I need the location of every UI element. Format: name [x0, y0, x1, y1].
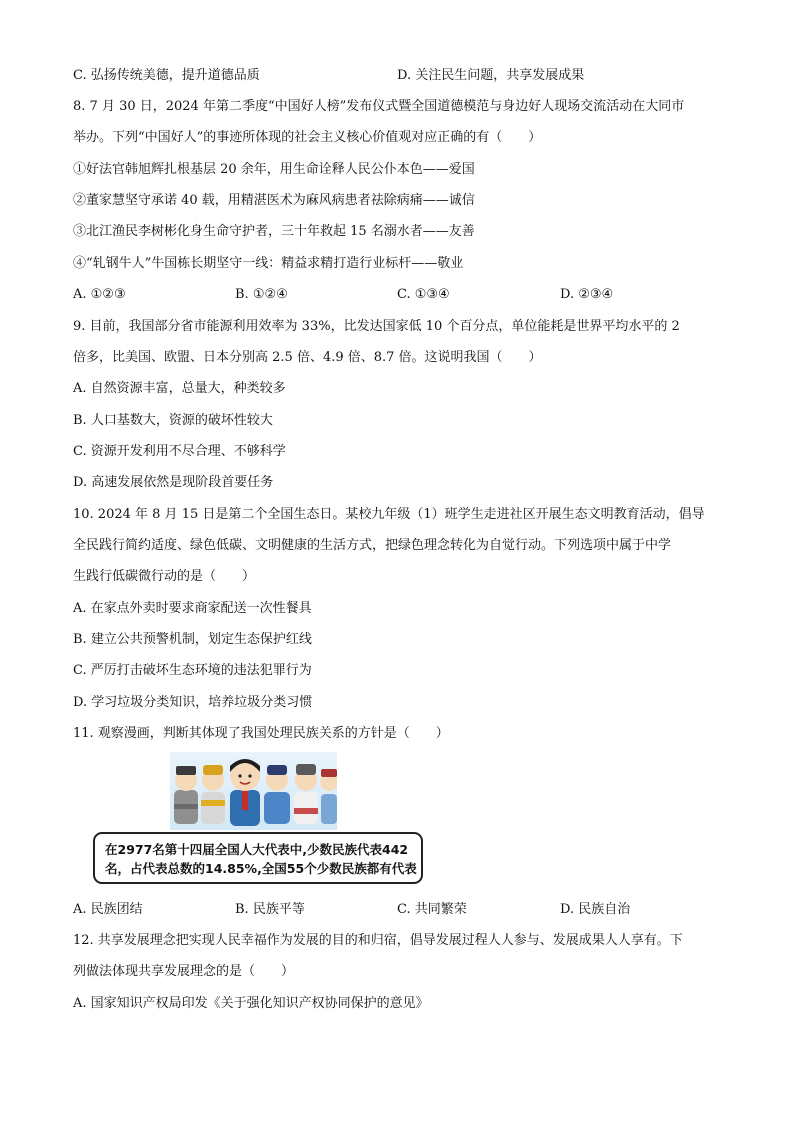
cartoon-caption-line-1: 在2977名第十四届全国人大代表中,少数民族代表442: [105, 842, 409, 857]
cartoon-caption-box: [93, 832, 423, 884]
q9-stem-line-2: 倍多，比美国、欧盟、日本分别高 2.5 倍、4.9 倍、8.7 倍。这说明我国（ ）: [73, 350, 542, 365]
q11-option-b: B. 民族平等: [235, 902, 305, 917]
q12-stem-line-2: 列做法体现共享发展理念的是（ ）: [73, 964, 295, 979]
q8-option-c: C. ①③④: [397, 287, 450, 302]
q8-item-1: ①好法官韩旭辉扎根基层 20 余年，用生命诠释人民公仆本色——爱国: [73, 162, 475, 177]
q10-stem-line-2: 全民践行简约适度、绿色低碳、文明健康的生活方式，把绿色理念转化为自觉行动。下列选项中属于中学: [73, 538, 672, 553]
q9-option-c: C. 资源开发利用不尽合理、不够科学: [73, 444, 286, 459]
q11-option-d: D. 民族自治: [560, 902, 631, 917]
q9-option-d: D. 高速发展依然是现阶段首要任务: [73, 475, 274, 490]
q11-stem: 11. 观察漫画，判断其体现了我国处理民族关系的方针是（ ）: [73, 726, 449, 741]
q12-stem-line-1: 12. 共享发展理念把实现人民幸福作为发展的目的和归宿，倡导发展过程人人参与、发展成果人人享有。下: [73, 933, 683, 948]
q8-stem-line-1: 8. 7 月 30 日，2024 年第二季度“中国好人榜”发布仪式暨全国道德模范与身边好人现场交流活动在大同市: [73, 99, 685, 114]
cartoon-caption-line-2: 名，占代表总数的14.85%,全国55个少数民族都有代表: [105, 861, 417, 876]
q10-option-c: C. 严厉打击破坏生态环境的违法犯罪行为: [73, 663, 312, 678]
q11-option-a: A. 民族团结: [73, 902, 143, 917]
q8-option-a: A. ①②③: [73, 287, 126, 302]
q9-option-a: A. 自然资源丰富，总量大，种类较多: [73, 381, 286, 396]
q9-stem-line-1: 9. 目前，我国部分省市能源利用效率为 33%，比发达国家低 10 个百分点，单位能耗是世界平均水平的 2: [73, 319, 680, 334]
q12-option-a: A. 国家知识产权局印发《关于强化知识产权协同保护的意见》: [73, 996, 429, 1011]
q8-item-4: ④“轧钢牛人”牛国栋长期坚守一线：精益求精打造行业标杆——敬业: [73, 256, 464, 271]
q10-stem-line-1: 10. 2024 年 8 月 15 日是第二个全国生态日。某校九年级（1）班学生走进社区开展生态文明教育活动，倡导: [73, 507, 705, 522]
q8-stem-line-2: 举办。下列“中国好人”的事迹所体现的社会主义核心价值观对应正确的有（ ）: [73, 130, 542, 145]
q8-item-3: ③北江渔民李树彬化身生命守护者，三十年救起 15 名溺水者——友善: [73, 224, 475, 239]
q8-item-2: ②董家慧坚守承诺 40 载，用精湛医术为麻风病患者祛除病痛——诚信: [73, 193, 475, 208]
ethnic-groups-cartoon: [170, 752, 337, 830]
q10-stem-line-3: 生践行低碳微行动的是（ ）: [73, 569, 256, 584]
q9-option-b: B. 人口基数大，资源的破坏性较大: [73, 413, 273, 428]
q10-option-b: B. 建立公共预警机制，划定生态保护红线: [73, 632, 312, 647]
q8-option-d: D. ②③④: [560, 287, 614, 302]
q8-option-b: B. ①②④: [235, 287, 288, 302]
q10-option-d: D. 学习垃圾分类知识，培养垃圾分类习惯: [73, 695, 313, 710]
cartoon-figures-illustration: [170, 752, 337, 830]
q7-option-d: D. 关注民生问题，共享发展成果: [397, 68, 585, 83]
q11-option-c: C. 共同繁荣: [397, 902, 467, 917]
q10-option-a: A. 在家点外卖时要求商家配送一次性餐具: [73, 601, 312, 616]
q7-option-c: C. 弘扬传统美德，提升道德品质: [73, 68, 260, 83]
